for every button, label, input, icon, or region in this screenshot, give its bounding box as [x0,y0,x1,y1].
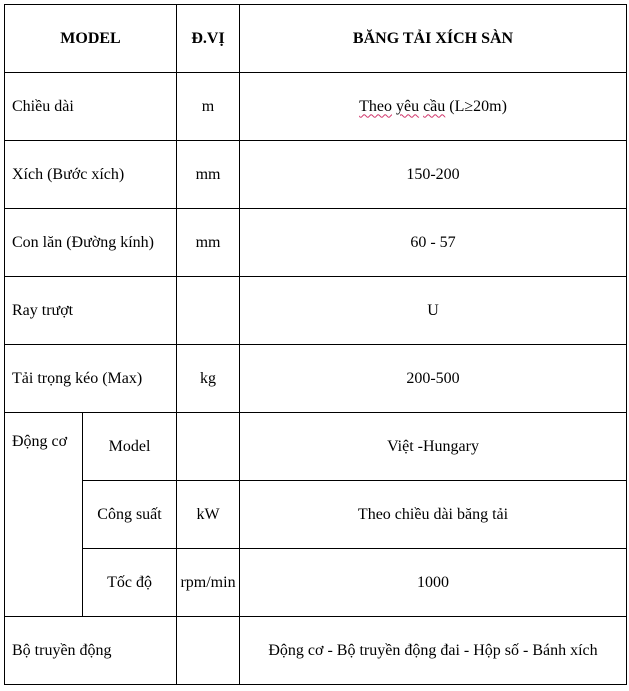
row-unit: mm [177,141,240,209]
table-row [5,413,627,481]
table-row [5,141,627,209]
motor-group-label: Động cơ [5,413,83,617]
row-value: Việt -Hungary [240,413,627,481]
row-label: Ray trượt [5,277,177,345]
row-value: Động cơ - Bộ truyền động đai - Hộp số - Bánh xích [240,617,627,685]
row-unit [177,617,240,685]
row-value: Theo chiều dài băng tải [240,481,627,549]
table-row [5,209,627,277]
spellcheck-word: yêu [395,97,420,115]
row-value [240,73,627,141]
row-label: Tải trọng kéo (Max) [5,345,177,413]
sub-row-label: Tốc độ [83,549,177,617]
table-row [5,73,627,141]
row-label: Bộ truyền động [5,617,177,685]
spec-sheet [4,4,626,687]
sub-row-label: Model [83,413,177,481]
row-unit: mm [177,209,240,277]
row-unit [177,277,240,345]
table-row [5,549,627,617]
row-value: 60 - 57 [240,209,627,277]
row-value: 1000 [240,549,627,617]
table-row [5,617,627,685]
row-unit: kW [177,481,240,549]
table-row [5,345,627,413]
value-text: (L≥20m) [449,97,507,115]
header-product: BĂNG TẢI XÍCH SÀN [240,5,627,73]
row-value: U [240,277,627,345]
header-row [5,5,627,73]
row-value: 200-500 [240,345,627,413]
sub-row-label: Công suất [83,481,177,549]
spellcheck-word: Theo [359,97,392,115]
row-unit: rpm/min [177,549,240,617]
row-label: Chiều dài [5,73,177,141]
table-row [5,277,627,345]
spellcheck-word: cầu [423,97,446,115]
row-unit: kg [177,345,240,413]
table-row [5,481,627,549]
row-value: 150-200 [240,141,627,209]
header-unit: Đ.VỊ [177,5,240,73]
spec-table [4,4,627,685]
row-label: Con lăn (Đường kính) [5,209,177,277]
row-label: Xích (Bước xích) [5,141,177,209]
row-unit [177,413,240,481]
row-unit: m [177,73,240,141]
header-model: MODEL [5,5,177,73]
